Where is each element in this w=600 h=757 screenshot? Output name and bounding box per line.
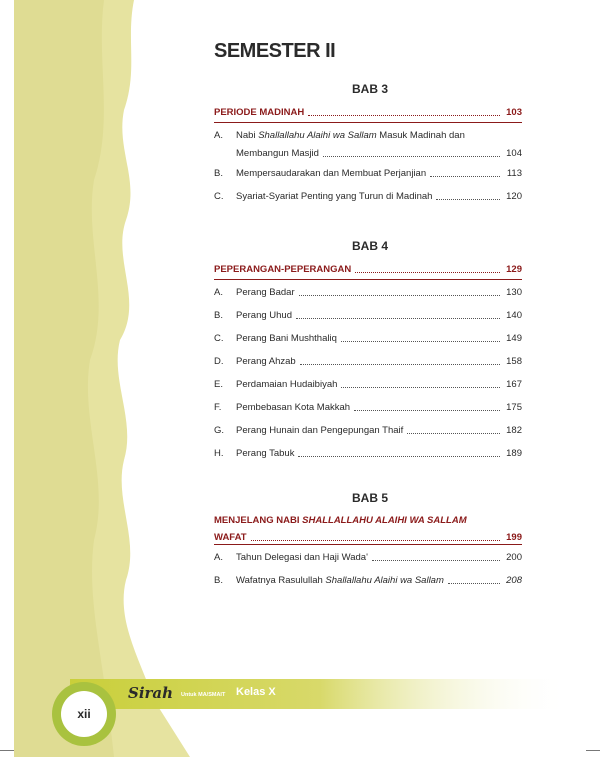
toc-item-letter: G. (214, 425, 225, 436)
toc-item-text: Tahun Delegasi dan Haji Wada' (236, 552, 368, 563)
toc-item-text: Perang Badar (236, 287, 295, 298)
toc-item-4a[interactable] (214, 286, 522, 299)
toc-heading-title: PEPERANGAN-PEPERANGAN (214, 264, 352, 275)
crop-mark-left (0, 750, 14, 751)
dot-leader (300, 363, 500, 365)
toc-item-text: Perang Uhud (236, 310, 292, 321)
toc-item-5b[interactable] (214, 574, 522, 587)
dot-leader (448, 582, 500, 584)
dot-leader (372, 559, 500, 561)
decorative-paint-texture (14, 0, 190, 757)
toc-item-3a[interactable] (214, 129, 522, 160)
dot-leader (354, 409, 500, 411)
toc-item-text: Perang Bani Mushthaliq (236, 333, 337, 344)
toc-item-letter: C. (214, 191, 224, 202)
toc-item-letter: E. (214, 379, 223, 390)
book-brand: Sirah (128, 684, 174, 702)
toc-item-4d[interactable] (214, 355, 522, 368)
toc-page-number: 120 (506, 191, 522, 202)
toc-item-4b[interactable] (214, 309, 522, 322)
toc-heading-menjelang-wafat[interactable] (214, 514, 522, 544)
toc-page-number: 140 (506, 310, 522, 321)
semester-title: SEMESTER II (214, 40, 336, 62)
heading-underline (214, 279, 522, 280)
toc-item-letter: C. (214, 333, 224, 344)
toc-item-letter: D. (214, 356, 224, 367)
toc-page-number: 104 (506, 148, 522, 159)
crop-mark-right (586, 750, 600, 751)
toc-page-number: 167 (506, 379, 522, 390)
toc-page-number: 129 (506, 264, 522, 275)
toc-item-letter: B. (214, 575, 223, 586)
bab-5-label: BAB 5 (351, 491, 388, 505)
toc-heading-peperangan[interactable] (214, 263, 522, 276)
heading-underline (214, 122, 522, 123)
toc-heading-title: PERIODE MADINAH (214, 107, 305, 118)
toc-page-number: 113 (506, 168, 522, 179)
toc-page-number: 158 (506, 356, 522, 367)
bab-3-label: BAB 3 (351, 82, 388, 96)
left-margin-strip (0, 0, 14, 757)
toc-item-5a[interactable] (214, 551, 522, 564)
heading-underline (214, 544, 522, 545)
dot-leader (341, 340, 500, 342)
dot-leader (299, 294, 500, 296)
toc-page-number: 208 (506, 575, 522, 586)
toc-page-number: 149 (506, 333, 522, 344)
toc-page-number: 130 (506, 287, 522, 298)
toc-page-number: 200 (506, 552, 522, 563)
toc-item-text: Syariat-Syariat Penting yang Turun di Madinah (236, 191, 433, 202)
toc-heading-periode-madinah[interactable] (214, 106, 522, 119)
toc-item-4e[interactable] (214, 378, 522, 391)
book-class-label: Kelas X (236, 686, 276, 698)
toc-item-text: Perang Tabuk (236, 448, 295, 459)
toc-heading-title-line2: WAFAT (214, 532, 247, 543)
bab-4-label: BAB 4 (351, 239, 388, 253)
book-subtitle: Untuk MA/SMAIT (181, 692, 226, 698)
toc-item-letter: B. (214, 168, 223, 179)
dot-leader (251, 539, 500, 541)
dot-leader (355, 271, 500, 273)
toc-item-text: Pembebasan Kota Makkah (236, 402, 351, 413)
toc-item-text-line2: Membangun Masjid (236, 148, 319, 159)
dot-leader (407, 432, 500, 434)
dot-leader (298, 455, 500, 457)
toc-heading-title-line1: MENJELANG NABI SHALLALLAHU ALAIHI WA SALLAM (214, 515, 467, 526)
toc-page-number: 103 (506, 107, 522, 118)
toc-item-text-line1: Nabi Shallallahu Alaihi wa Sallam Masuk Madinah dan (236, 130, 465, 141)
toc-item-letter: B. (214, 310, 223, 321)
toc-page-number: 189 (506, 448, 522, 459)
toc-page-number: 175 (506, 402, 522, 413)
toc-page-number: 199 (506, 532, 522, 543)
toc-item-letter: F. (214, 402, 222, 413)
toc-item-text: Perdamaian Hudaibiyah (236, 379, 338, 390)
dot-leader (296, 317, 500, 319)
dot-leader (323, 155, 500, 157)
toc-item-text: Perang Hunain dan Pengepungan Thaif (236, 425, 404, 436)
toc-item-letter: A. (214, 130, 223, 141)
toc-page-number: 182 (506, 425, 522, 436)
dot-leader (308, 114, 500, 116)
dot-leader (341, 386, 500, 388)
toc-item-3c[interactable] (214, 190, 522, 203)
toc-item-4f[interactable] (214, 401, 522, 414)
toc-item-letter: H. (214, 448, 224, 459)
toc-item-4g[interactable] (214, 424, 522, 437)
toc-item-text: Mempersaudarakan dan Membuat Perjanjian (236, 168, 427, 179)
toc-item-letter: A. (214, 287, 223, 298)
dot-leader (436, 198, 500, 200)
page-number: xii (61, 691, 107, 737)
toc-item-4h[interactable] (214, 447, 522, 460)
toc-item-letter: A. (214, 552, 223, 563)
toc-item-text: Wafatnya Rasulullah Shallallahu Alaihi wa Sallam (236, 575, 444, 586)
toc-item-4c[interactable] (214, 332, 522, 345)
toc-item-text: Perang Ahzab (236, 356, 296, 367)
dot-leader (430, 175, 500, 177)
toc-item-3b[interactable] (214, 167, 522, 180)
